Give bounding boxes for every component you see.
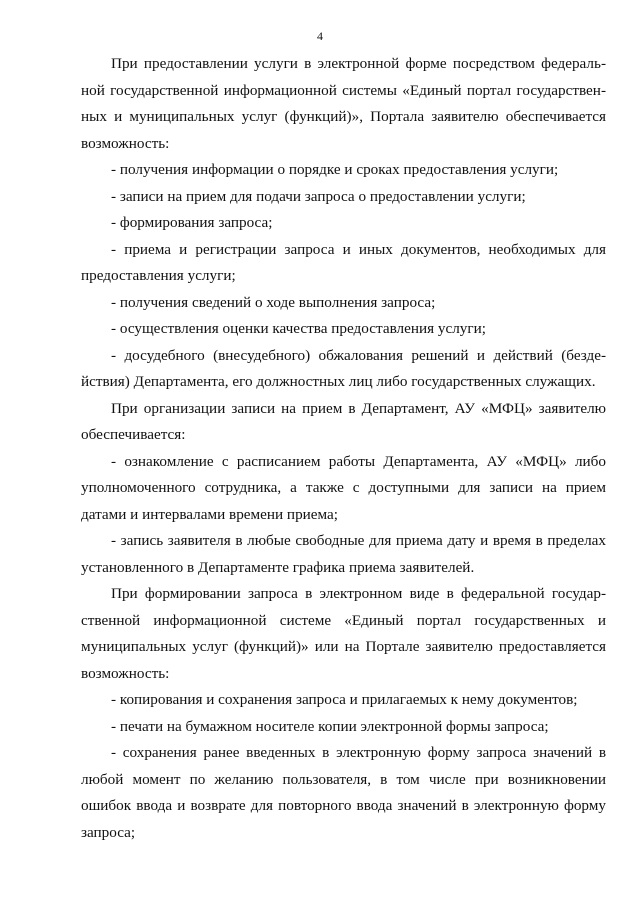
paragraph-appointment-intro: При организации записи на прием в Департамент, АУ «МФЦ» заявителю обеспечивается: (81, 399, 606, 443)
list-item: - ознакомление с расписанием работы Департамента, АУ «МФЦ» либо уполномоченного сотрудника, а также с доступными для записи на прием датами и интервалами времени приема; (81, 452, 606, 523)
list-item: - приема и регистрации запроса и иных документов, необходимых для предоставления услуги; (81, 240, 606, 284)
list-item: - получения информации о порядке и сроках предоставления услуги; (111, 161, 559, 178)
list-item: - сохранения ранее введенных в электронную форму запроса значений в любой момент по желанию пользователя, в том числе при возникновении ошибок ввода и возврате для повторного ввода значений в электронную форму запроса; (81, 744, 606, 841)
page-number: 4 (317, 29, 323, 43)
list-item: - копирования и сохранения запроса и прилагаемых к нему документов; (111, 691, 578, 708)
document-body (81, 51, 606, 846)
list-item: - формирования запроса; (111, 214, 273, 231)
list-item: - досудебного (внесудебного) обжалования решений и действий (бездействия) Департамента, его должностных лиц либо государственных служащих. (81, 346, 606, 390)
list-item: - осуществления оценки качества предоставления услуги; (111, 320, 486, 337)
list-item: - печати на бумажном носителе копии электронной формы запроса; (111, 717, 549, 735)
paragraph-electronic-service-intro: При предоставлении услуги в электронной форме посредством федеральной государственной информационной системы «Единый портал государственных и муниципальных услуг (функций)», Портала заявителю обеспечивается возможность: (81, 55, 606, 152)
list-item: - записи на прием для подачи запроса о предоставлении услуги; (111, 187, 526, 205)
list-item: - запись заявителя в любые свободные для приема дату и время в пределах установленного в Департаменте графика приема заявителей. (81, 532, 606, 576)
list-item: - получения сведений о ходе выполнения запроса; (111, 293, 436, 311)
paragraph-request-form-intro: При формировании запроса в электронном виде в федеральной государственной информационной системе «Единый портал государственных и муниципальных услуг (функций)» или на Портале заявителю предоставляется возможность: (81, 585, 606, 682)
